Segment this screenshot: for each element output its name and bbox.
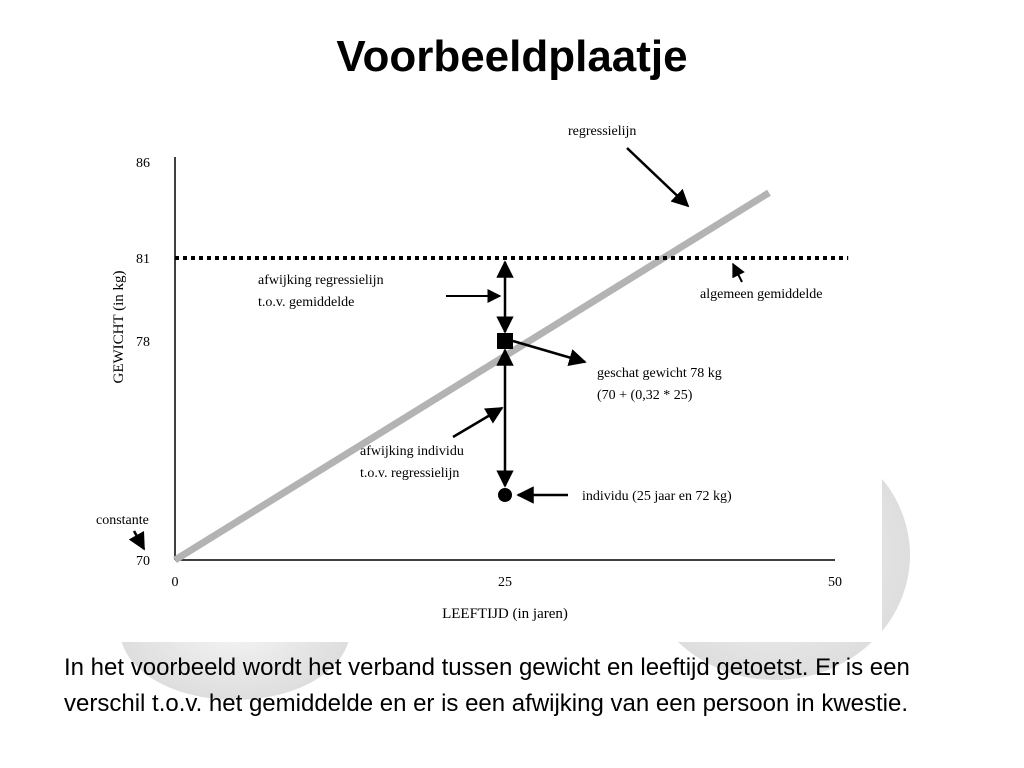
x-tick-label: 50 bbox=[828, 575, 842, 590]
chart-panel bbox=[90, 112, 882, 642]
slide-caption: In het voorbeeld wordt het verband tussen gewicht en leeftijd getoetst. Er is een verschil t.o.v. het gemiddelde en er is een afwijking van een persoon in kwestie. bbox=[64, 654, 910, 717]
arrow-gemiddelde bbox=[733, 264, 742, 282]
x-axis-label: LEEFTIJD (in jaren) bbox=[442, 606, 568, 622]
annotation-individu: individu (25 jaar en 72 kg) bbox=[582, 489, 732, 504]
x-tick-label: 25 bbox=[498, 575, 512, 590]
annotation-afwijking-regressie: afwijking regressielijn t.o.v. gemiddelde bbox=[258, 273, 384, 310]
annotation-constante: constante bbox=[96, 513, 149, 528]
annotation-regressielijn: regressielijn bbox=[568, 124, 637, 139]
arrow-regressielijn bbox=[627, 148, 688, 206]
y-axis-label: GEWICHT (in kg) bbox=[111, 270, 127, 384]
point-geschat-gewicht bbox=[497, 333, 513, 349]
annotation-afwijking-individu: afwijking individu t.o.v. regressielijn bbox=[360, 444, 464, 481]
x-tick-label: 0 bbox=[171, 575, 179, 590]
slide-title: Voorbeeldplaatje bbox=[336, 32, 688, 81]
annotation-gemiddelde: algemeen gemiddelde bbox=[700, 287, 823, 302]
arrow-geschat-gewicht bbox=[513, 341, 585, 362]
y-tick-label: 70 bbox=[136, 554, 150, 569]
arrow-constante bbox=[134, 531, 144, 549]
annotation-geschat-gewicht: geschat gewicht 78 kg (70 + (0,32 * 25) bbox=[597, 366, 722, 403]
y-tick-label: 78 bbox=[136, 335, 150, 350]
point-individu bbox=[498, 488, 512, 502]
chart bbox=[90, 112, 882, 642]
arrow-afwijking-individu bbox=[453, 408, 502, 437]
y-tick-label: 81 bbox=[136, 252, 150, 267]
y-tick-label: 86 bbox=[136, 156, 150, 171]
